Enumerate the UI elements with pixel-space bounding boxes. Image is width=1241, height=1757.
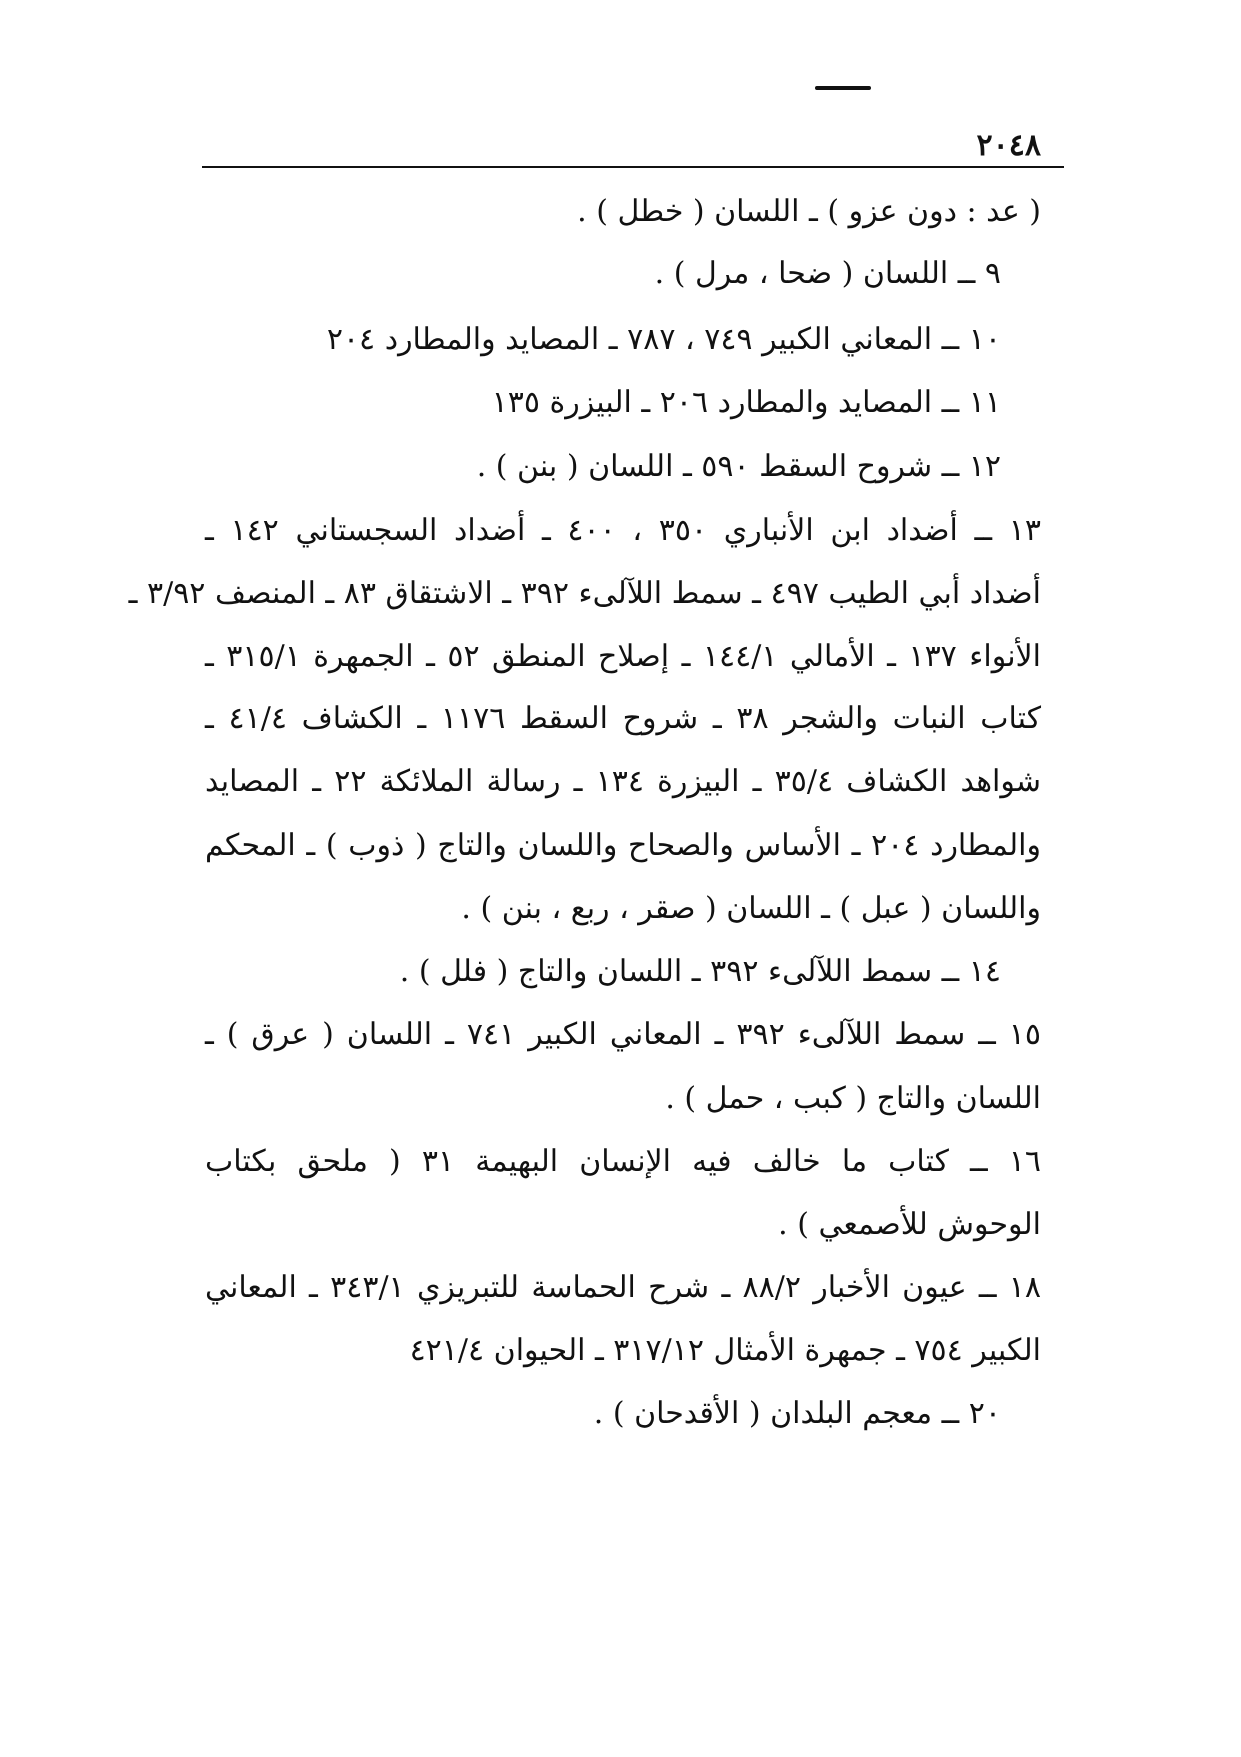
text-line: ٩ ــ اللسان ( ضحا ، مرل ) . xyxy=(654,256,1001,291)
text-line: شواهد الكشاف ٣٥/٤ ـ البيزرة ١٣٤ ـ رسالة الملائكة ٢٢ ـ المصايد xyxy=(205,764,1041,799)
text-line: ١٨ ــ عيون الأخبار ٨٨/٢ ـ شرح الحماسة للتبريزي ٣٤٣/١ ـ المعاني xyxy=(205,1270,1041,1305)
text-line: ٢٠ ــ معجم البلدان ( الأقدحان ) . xyxy=(593,1396,1001,1431)
text-line: ١٥ ــ سمط اللآلىء ٣٩٢ ـ المعاني الكبير ٧٤١ ـ اللسان ( عرق ) ـ xyxy=(205,1017,1041,1052)
header-rule xyxy=(202,166,1064,168)
text-line: ١٠ ــ المعاني الكبير ٧٤٩ ، ٧٨٧ ـ المصايد والمطارد ٢٠٤ xyxy=(326,322,1001,357)
text-line: ١٣ ــ أضداد ابن الأنباري ٣٥٠ ، ٤٠٠ ـ أضداد السجستاني ١٤٢ ـ xyxy=(205,513,1041,548)
text-line: الوحوش للأصمعي ) . xyxy=(778,1207,1041,1242)
top-decorative-mark xyxy=(815,86,871,90)
text-line: واللسان ( عبل ) ـ اللسان ( صقر ، ربع ، بنن ) . xyxy=(461,891,1041,926)
text-line: الكبير ٧٥٤ ـ جمهرة الأمثال ٣١٧/١٢ ـ الحيوان ٤٢١/٤ xyxy=(409,1333,1041,1368)
text-line: والمطارد ٢٠٤ ـ الأساس والصحاح واللسان والتاج ( ذوب ) ـ المحكم xyxy=(205,828,1041,863)
page-number: ٢٠٤٨ xyxy=(976,128,1041,163)
text-line: اللسان والتاج ( كبب ، حمل ) . xyxy=(665,1081,1041,1116)
text-line: ١٦ ــ كتاب ما خالف فيه الإنسان البهيمة ٣١ ( ملحق بكتاب xyxy=(205,1144,1042,1179)
text-line: كتاب النبات والشجر ٣٨ ـ شروح السقط ١١٧٦ ـ الكشاف ٤١/٤ ـ xyxy=(205,701,1042,736)
text-line: الأنواء ١٣٧ ـ الأمالي ١٤٤/١ ـ إصلاح المنطق ٥٢ ـ الجمهرة ٣١٥/١ ـ xyxy=(205,639,1042,674)
text-line: ١٢ ــ شروح السقط ٥٩٠ ـ اللسان ( بنن ) . xyxy=(476,449,1001,484)
text-line: ١٤ ــ سمط اللآلىء ٣٩٢ ـ اللسان والتاج ( فلل ) . xyxy=(399,954,1001,989)
text-line: أضداد أبي الطيب ٤٩٧ ـ سمط اللآلىء ٣٩٢ ـ الاشتقاق ٨٣ ـ المنصف ٣/٩٢ ـ xyxy=(128,576,1041,611)
text-line: ( عد : دون عزو ) ـ اللسان ( خطل ) . xyxy=(577,194,1041,229)
text-line: ١١ ــ المصايد والمطارد ٢٠٦ ـ البيزرة ١٣٥ xyxy=(491,385,1001,420)
